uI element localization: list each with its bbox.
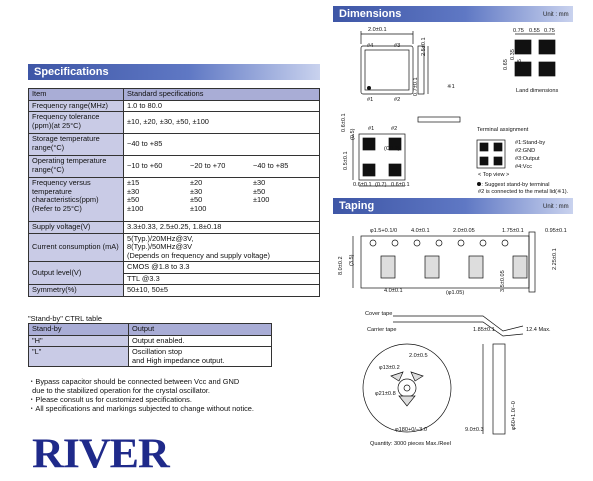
dim-label: φ1.5+0.1/0 bbox=[370, 228, 398, 234]
row-item: Frequency versus temperature characteristics(ppm) (Refer to 25°C) bbox=[29, 178, 124, 222]
note-line: ・All specifications and markings subjected to change without notice. bbox=[28, 404, 254, 413]
freq-temp-col: ±20 ±30 ±50 ±100 bbox=[190, 178, 207, 213]
dim-label: 0.65 bbox=[517, 59, 523, 70]
lid-side bbox=[418, 117, 460, 122]
land-dimensions-label: Land dimensions bbox=[516, 88, 559, 94]
pin-label: #2 bbox=[394, 97, 401, 103]
dim-label: 0.35 bbox=[510, 49, 516, 60]
freq-temp-col: ±30 ±50 ±100 bbox=[253, 178, 270, 204]
freq-temp-col: ±15 ±30 ±50 ±100 bbox=[127, 178, 144, 213]
dim-label: 4.0±0.1 bbox=[384, 288, 403, 294]
row-item: Frequency tolerance (ppm)(at 25°C) bbox=[29, 112, 124, 134]
pin-label: #4 bbox=[368, 168, 375, 174]
taping-header-bar bbox=[333, 198, 573, 214]
top-view-label: < Top view > bbox=[478, 172, 510, 178]
row-value bbox=[124, 178, 320, 222]
dim-label: φ13±0.2 bbox=[379, 365, 400, 371]
row-item: Frequency range(MHz) bbox=[29, 100, 124, 112]
op-temp-col: −20 to +70 bbox=[190, 161, 226, 171]
quantity-label: Quantity: 3000 pieces Max./Reel bbox=[370, 441, 451, 447]
dim-label: 2.25±0.1 bbox=[552, 248, 558, 270]
dim-label: 2.0±0.05 bbox=[453, 228, 475, 234]
output-ttl: TTL @3.3 bbox=[127, 273, 160, 283]
dim-label: (0.7) bbox=[375, 182, 387, 188]
package-lid bbox=[365, 50, 409, 90]
row-value: ±10, ±20, ±30, ±50, ±100 bbox=[124, 112, 320, 134]
pin-label: #1 bbox=[367, 97, 374, 103]
terminal-label: #4:Vcc bbox=[515, 164, 533, 170]
row-value: 1.0 to 80.0 bbox=[124, 100, 320, 112]
taping-unit: Unit : mm bbox=[543, 204, 569, 210]
dim-label: 0.7±0.1 bbox=[413, 77, 419, 96]
row-value bbox=[124, 156, 320, 178]
reel-side bbox=[493, 344, 505, 434]
row-value bbox=[124, 262, 320, 285]
taping-drawing bbox=[333, 216, 578, 451]
dim-label: 0.5±0.1 bbox=[343, 151, 349, 170]
table-row bbox=[29, 262, 320, 285]
dim-label: 4.0±0.1 bbox=[411, 228, 430, 234]
header-output: Output bbox=[129, 324, 272, 336]
row-item: Operating temperature range(°C) bbox=[29, 156, 124, 178]
dim-label: (φ1.05) bbox=[446, 290, 465, 296]
lid-label: ※1 bbox=[447, 84, 455, 90]
lid-note: #2 is connected to the metal lid(※1). bbox=[478, 189, 569, 195]
ctrl-table-caption: "Stand-by" CTRL table bbox=[28, 314, 102, 323]
dim-label: 0.6±0.1 bbox=[353, 182, 372, 188]
standby-value: "H" bbox=[29, 335, 129, 347]
output-value: Oscillation stop and High impedance output. bbox=[129, 347, 272, 367]
note-line: ・Bypass capacitor should be connected between Vcc and GND bbox=[28, 377, 240, 386]
pin-label: #1 bbox=[368, 126, 375, 132]
pin-label: #4 bbox=[367, 43, 374, 49]
header-standby: Stand-by bbox=[29, 324, 129, 336]
output-value: Output enabled. bbox=[129, 335, 272, 347]
table-row bbox=[29, 112, 320, 134]
dim-label: φ21±0.8 bbox=[375, 391, 396, 397]
terminal-label: #3:Output bbox=[515, 156, 540, 162]
taping-title: Taping bbox=[339, 200, 375, 212]
dim-label: 8.0±0.2 bbox=[338, 256, 344, 275]
dimensions-header-bar bbox=[333, 6, 573, 22]
table-row bbox=[29, 335, 272, 347]
row-item: Symmetry(%) bbox=[29, 285, 124, 297]
standby-value: "L" bbox=[29, 347, 129, 367]
pin1-marker-icon bbox=[367, 86, 371, 90]
terminal-label: #1:Stand-by bbox=[515, 140, 546, 146]
row-item: Storage temperature range(°C) bbox=[29, 134, 124, 156]
row-item: Output level(V) bbox=[29, 262, 124, 285]
dim-label: 0.6±0.1 bbox=[341, 113, 347, 132]
table-row bbox=[29, 347, 272, 367]
notes bbox=[28, 377, 254, 413]
dim-label: 0.75 bbox=[544, 28, 555, 34]
pin-label: #3 bbox=[391, 168, 398, 174]
terminal-label: #2:GND bbox=[515, 148, 536, 154]
op-temp-col: −40 to +85 bbox=[253, 161, 289, 171]
table-header-row bbox=[29, 89, 320, 101]
row-item: Supply voltage(V) bbox=[29, 222, 124, 234]
dim-label: 0.55 bbox=[529, 28, 540, 34]
reel-outer bbox=[363, 344, 451, 432]
note-line: due to the stabilized operation for the crystal oscillator. bbox=[28, 386, 210, 395]
table-row bbox=[29, 222, 320, 234]
dim-label: (C0.2) bbox=[384, 146, 400, 152]
dim-label: 2.0±0.5 bbox=[409, 353, 428, 359]
table-row bbox=[29, 233, 320, 262]
row-value: 5(Typ.)/20MHz@3V, 8(Typ.)/50MHz@3V (Depends on frequency and supply voltage) bbox=[124, 233, 320, 262]
carrier-tape-label: Carrier tape bbox=[367, 327, 397, 333]
dim-label: 0.6±0.1 bbox=[391, 182, 410, 188]
row-item: Current consumption (mA) bbox=[29, 233, 124, 262]
table-row bbox=[29, 178, 320, 222]
dim-label: (0.5) bbox=[350, 128, 356, 140]
dim-label: 0.95±0.1 bbox=[545, 228, 567, 234]
dim-label: 0.65 bbox=[503, 59, 509, 70]
specifications-table bbox=[28, 88, 320, 297]
dimensions-unit: Unit : mm bbox=[543, 12, 569, 18]
terminal-assignment-title: Terminal assignment bbox=[477, 127, 529, 133]
output-cmos: CMOS @1.8 to 3.3 bbox=[124, 262, 319, 274]
ctrl-table bbox=[28, 323, 272, 367]
op-temp-col: −10 to +60 bbox=[127, 161, 163, 171]
table-row bbox=[29, 285, 320, 297]
header-standard: Standard specifications bbox=[124, 89, 320, 101]
row-value: 50±10, 50±5 bbox=[124, 285, 320, 297]
row-value: 3.3±0.33, 2.5±0.25, 1.8±0.18 bbox=[124, 222, 320, 234]
table-row bbox=[29, 134, 320, 156]
pin-label: #3 bbox=[394, 43, 401, 49]
table-row bbox=[29, 100, 320, 112]
dim-label: φ60+1.0/−0 bbox=[511, 401, 517, 430]
dim-label: 1.85±0.1 bbox=[473, 327, 495, 333]
dim-label: 12.4 Max. bbox=[526, 327, 551, 333]
dim-label: 2.5±0.1 bbox=[421, 37, 427, 56]
dim-label: 0.75 bbox=[513, 28, 524, 34]
dim-label: 9.0±0.3 bbox=[465, 427, 484, 433]
dim-label: (3.5) bbox=[349, 254, 355, 266]
row-value: −40 to +85 bbox=[124, 134, 320, 156]
cover-tape-label: Cover tape bbox=[365, 311, 393, 317]
dimensions-title: Dimensions bbox=[339, 8, 402, 20]
table-row bbox=[29, 156, 320, 178]
header-item: Item bbox=[29, 89, 124, 101]
table-header-row bbox=[29, 324, 272, 336]
specifications-title: Specifications bbox=[34, 66, 109, 78]
dim-label: 3.5±0.05 bbox=[500, 270, 506, 292]
river-logo: RIVER bbox=[32, 430, 169, 477]
dim-label: 1.75±0.1 bbox=[502, 228, 524, 234]
pin-label: #2 bbox=[391, 126, 398, 132]
dim-label: φ180+0/−3.0 bbox=[395, 427, 427, 433]
note-line: ・Please consult us for customized specifications. bbox=[28, 395, 192, 404]
dim-label: 2.0±0.1 bbox=[368, 27, 387, 33]
specifications-header-bar bbox=[28, 64, 320, 80]
standby-note: ●: Suggest stand-by terminal bbox=[478, 182, 550, 188]
